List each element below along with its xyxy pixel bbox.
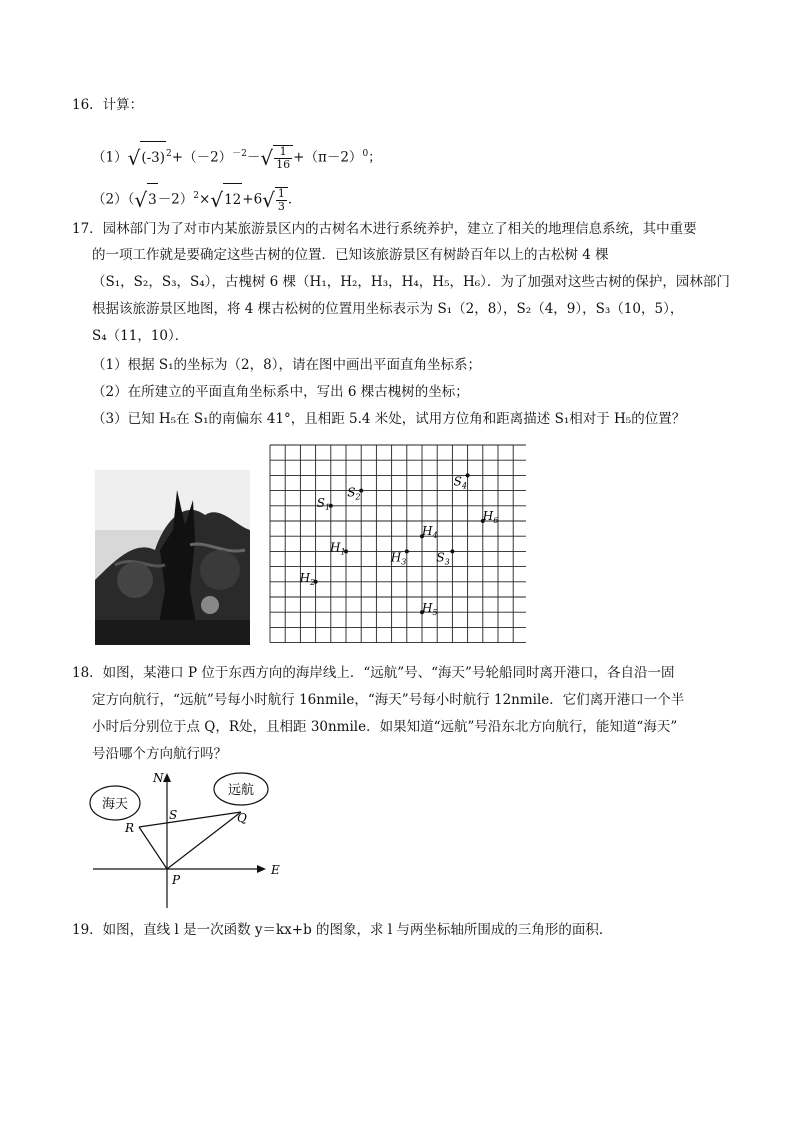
tree-label-h2: $H_2$ <box>299 570 316 587</box>
east-arrow-icon <box>257 865 266 873</box>
q17-line2: 的一项工作就是要确定这些古树的位置．已知该旅游景区有树龄百年以上的古松树 4 棵 <box>92 247 609 263</box>
tree-label-h5: $H_5$ <box>422 601 438 618</box>
north-arrow-icon <box>163 773 171 782</box>
tree-grid-figure <box>268 443 526 648</box>
radical-icon: √ <box>262 188 275 212</box>
q17-sub2: （2）在所建立的平面直角坐标系中，写出 6 棵古槐树的坐标； <box>92 384 469 400</box>
q16-p2-times: × <box>199 191 211 208</box>
label-p: P <box>172 873 181 887</box>
q16-p1-fraction <box>273 145 293 171</box>
q18-line4: 号沿哪个方向航行吗？ <box>92 746 227 762</box>
q16-part1 <box>92 138 382 170</box>
q16-p1-label: （1） <box>92 149 128 166</box>
tree-point-h3 <box>405 549 409 553</box>
label-r: R <box>125 821 135 835</box>
tree-label-s4: $S_4$ <box>453 474 467 491</box>
q19-line1: 19．如图，直线 l 是一次函数 y＝kx+b 的图象，求 l 与两坐标轴所围成的三角形的面积． <box>72 922 613 938</box>
tree-point-s3 <box>450 549 454 553</box>
q18-line2: 定方向航行，“远航”号每小时航行 16nmile，“海天”号每小时航行 12nmile．它们离开港口一个半 <box>92 692 685 708</box>
q17-line3: （S₁，S₂，S₃，S₄），古槐树 6 棵（H₁，H₂，H₃，H₄，H₅，H₆）．为了加强对这些古树的保护，园林部门 <box>92 274 730 290</box>
tree-label-h3: $H_3$ <box>390 550 407 567</box>
q16-p1-radicand: (-3) <box>140 141 166 174</box>
ship-figure <box>85 768 285 910</box>
radical-icon: √ <box>134 188 148 212</box>
tree-label-s2: $S_2$ <box>347 485 361 502</box>
tree-label-s3: $S_3$ <box>436 550 450 567</box>
q16-p1-op2: － <box>246 149 261 166</box>
tree-illustration <box>95 470 250 645</box>
q17-sub1: （1）根据 S₁的坐标为（2，8），请在图中画出平面直角坐标系； <box>92 357 481 373</box>
q18-line3: 小时后分别位于点 Q，R处，且相距 30nmile．如果知道“远航”号沿东北方向航行，能知道“海天” <box>92 719 678 735</box>
q16-part2 <box>92 180 301 212</box>
haitian-label: 海天 <box>101 797 129 812</box>
q16-p2-fraction <box>275 187 288 213</box>
q16-p2-m2: －2） <box>157 191 194 208</box>
q16-p2-end: ． <box>287 191 302 208</box>
q17-line5: S₄（11，10）． <box>92 328 189 344</box>
segment-pq <box>167 812 241 869</box>
tree-point-s4 <box>466 473 470 477</box>
q16-p2-square: 2 <box>193 191 200 201</box>
q16-p2-label: （2）（ <box>92 191 135 208</box>
q16-title: 16．计算： <box>72 97 144 113</box>
label-e: E <box>271 863 280 877</box>
q18-line1: 18．如图，某港口 P 位于东西方向的海岸线上．“远航”号、“海天”号轮船同时离开港口，各自沿一固 <box>72 665 675 681</box>
tree-label-h6: $H_6$ <box>482 509 499 525</box>
label-q: Q <box>237 811 247 825</box>
q16-p1-end: ； <box>368 149 382 166</box>
radical-icon: √ <box>127 146 141 170</box>
tree-label-s1: $S_1$ <box>316 495 331 512</box>
q17-line4: 根据该旅游景区地图，将 4 棵古松树的位置用坐标表示为 S₁（2，8），S₂（4，9），S₃（10，5）， <box>92 301 684 317</box>
ancient-tree-photo <box>95 470 250 645</box>
q16-p1-op3: +（π－2） <box>293 149 363 166</box>
q16-p1-op1: +（－2） <box>171 149 233 166</box>
grid-points <box>299 473 499 617</box>
q16-p1-exp: －2 <box>232 149 247 159</box>
label-n: N <box>153 771 164 785</box>
q16-p2-r3: 3 <box>147 183 158 216</box>
segment-pr <box>139 827 167 869</box>
radical-icon: √ <box>260 146 274 170</box>
grid-lines <box>270 445 526 643</box>
label-s: S <box>169 808 178 822</box>
yuanhang-label: 远航 <box>227 783 255 798</box>
tree-label-h4: $H_4$ <box>422 524 438 541</box>
q16-p1-square: 2 <box>166 149 172 159</box>
frac-num: 1 <box>277 187 285 200</box>
frac-den: 16 <box>276 158 291 171</box>
q16-p1-zero: 0 <box>362 149 369 159</box>
tree-label-h1: $H_1$ <box>330 540 346 557</box>
radical-icon: √ <box>210 188 224 212</box>
q17-sub3: （3）已知 H₅在 S₁的南偏东 41°，且相距 5.4 米处，试用方位角和距离描述 S₁相对于 H₅的位置？ <box>92 411 686 427</box>
segment-rq <box>139 812 241 827</box>
q16-p2-r12: 12 <box>223 183 242 216</box>
q17-line1: 17．园林部门为了对市内某旅游景区内的古树名木进行系统养护，建立了相关的地理信息系统，其中重要 <box>72 221 697 237</box>
q16-p2-plus6: +6 <box>242 191 263 208</box>
frac-den: 3 <box>277 200 285 213</box>
frac-num: 1 <box>274 146 292 159</box>
